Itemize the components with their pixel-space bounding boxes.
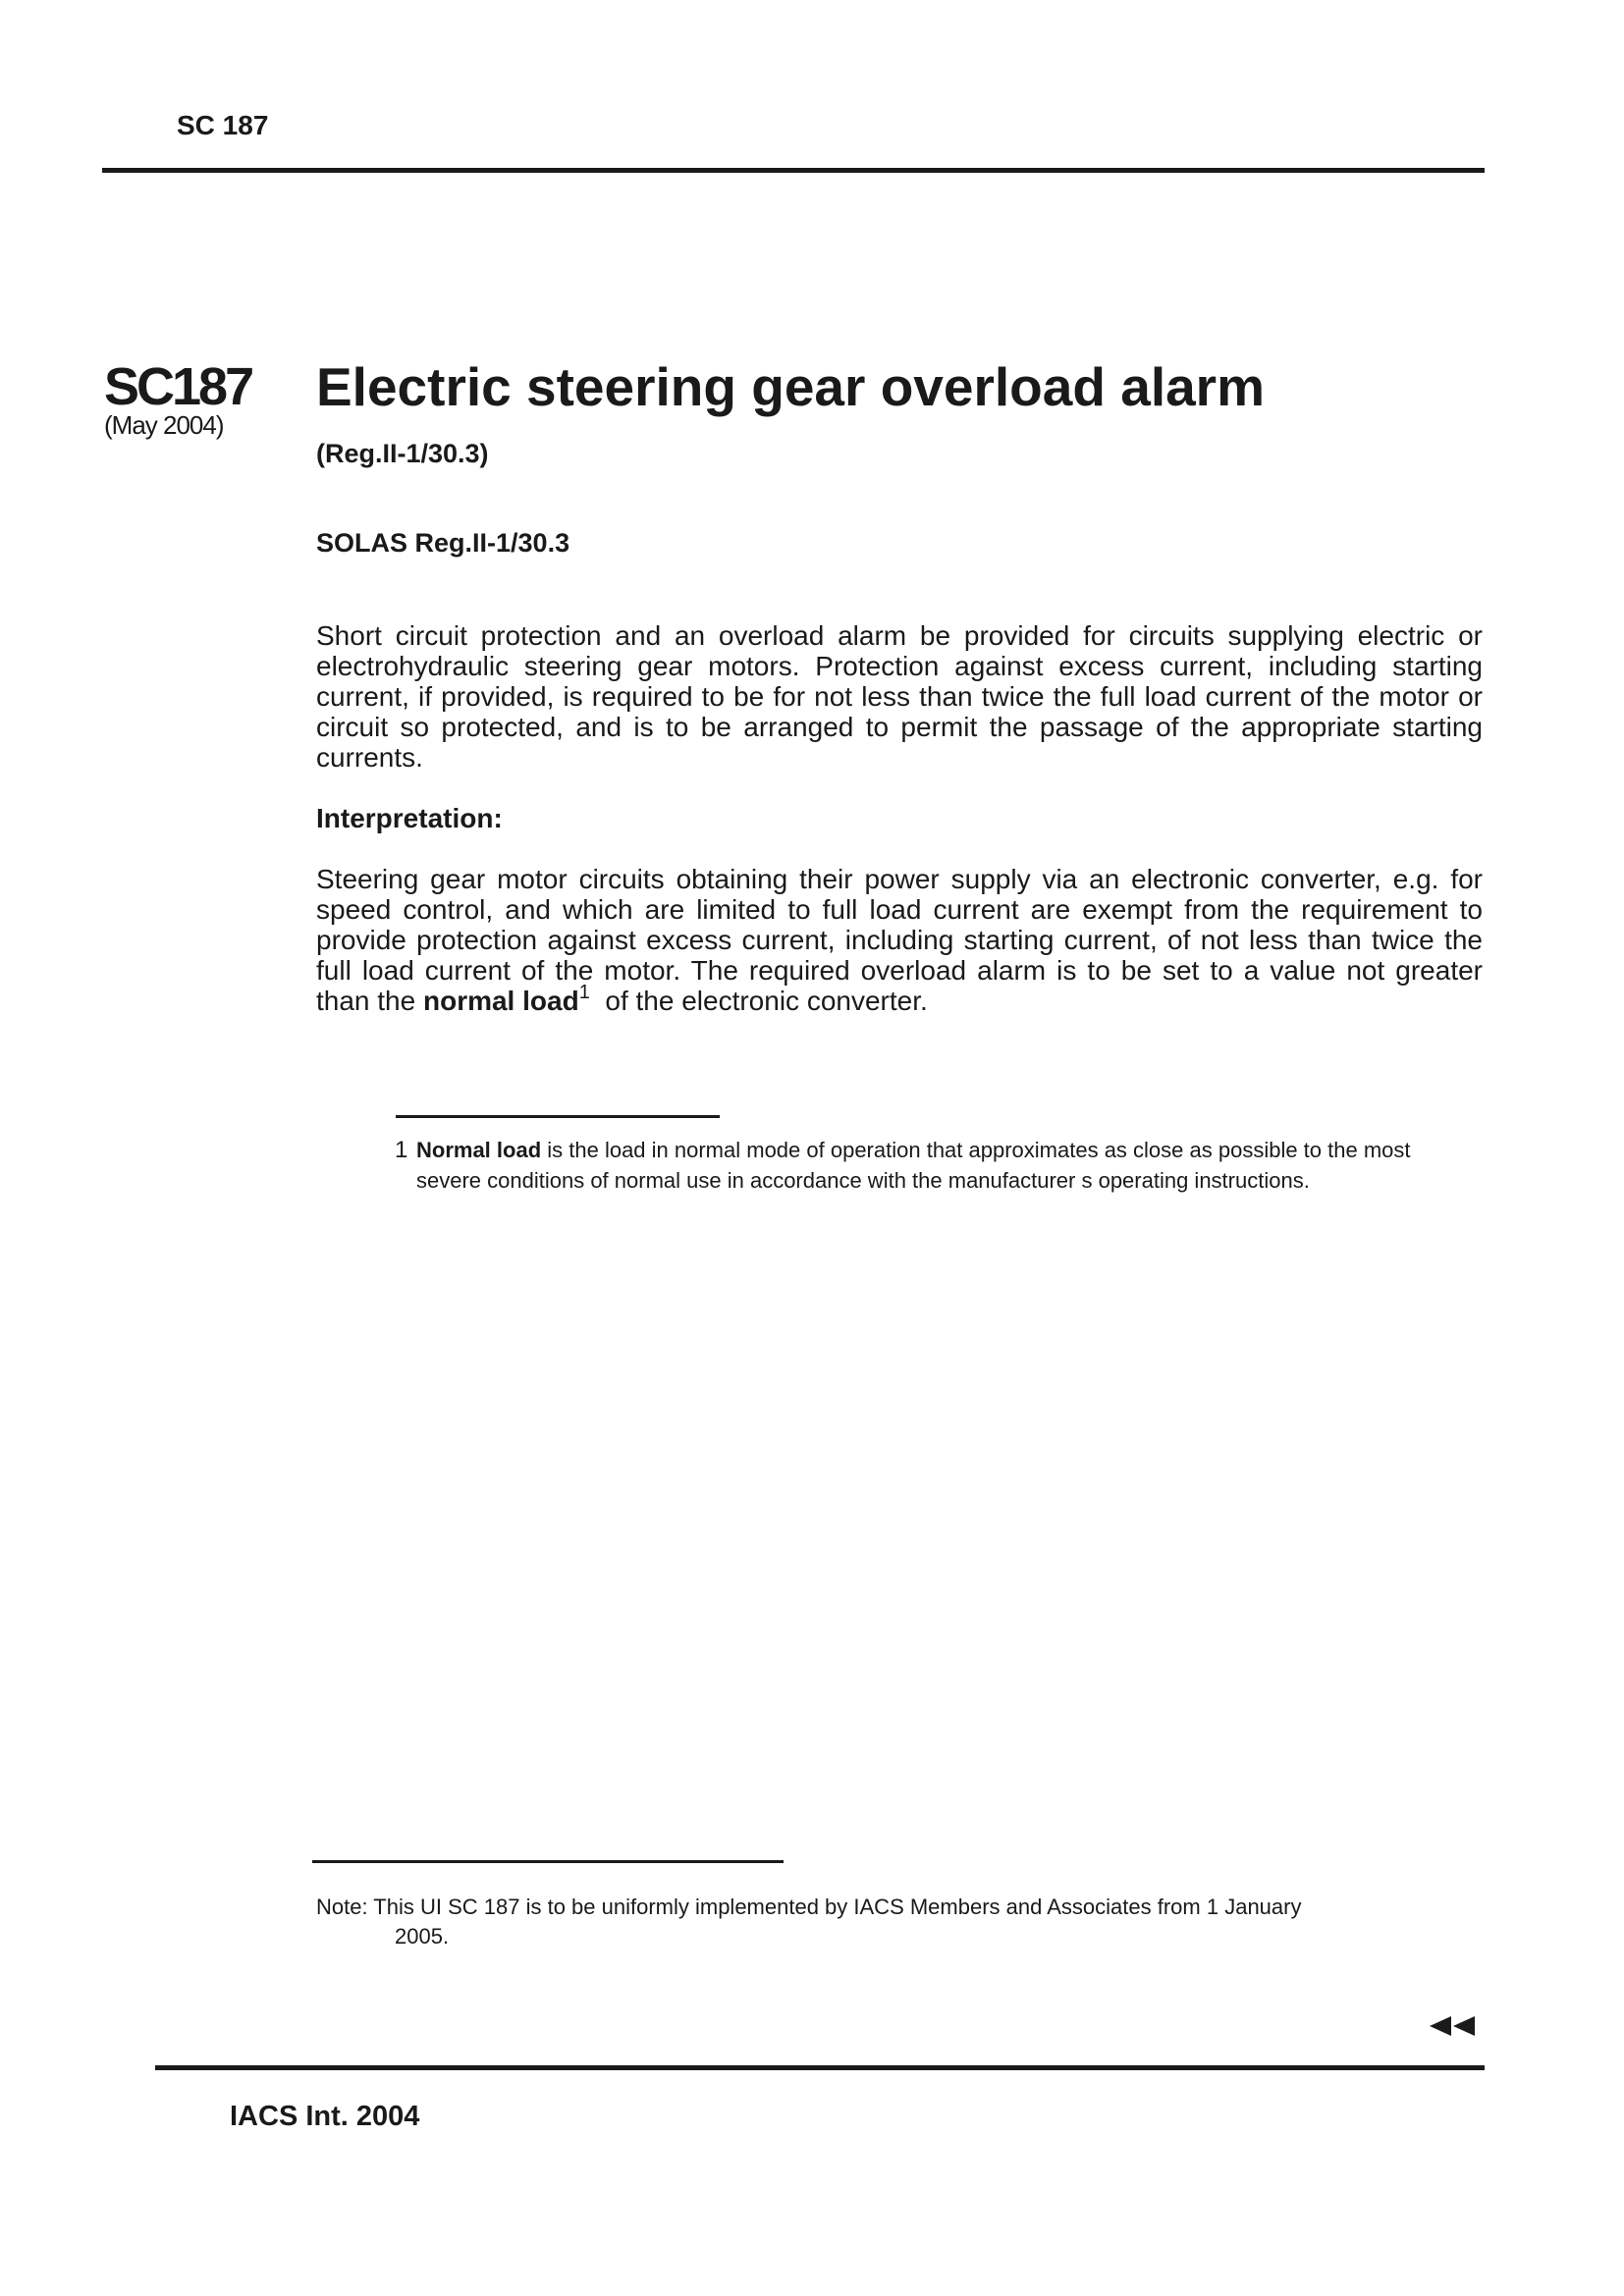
- footnote: [395, 1135, 1475, 1196]
- left-triangle-icon: [1453, 2016, 1475, 2036]
- footnote-reference[interactable]: 1: [578, 982, 590, 1003]
- note-line-2: 2005.: [395, 1924, 450, 1949]
- note-rule: [312, 1860, 784, 1863]
- regulation-reference: (Reg.II-1/30.3): [316, 439, 489, 468]
- double-left-triangle-icon[interactable]: [1430, 2016, 1475, 2036]
- running-footer: IACS Int. 2004: [230, 2101, 420, 2132]
- footer-rule: [155, 2065, 1485, 2070]
- interpretation-paragraph: [316, 864, 1483, 1016]
- normal-load-term: normal load: [422, 986, 579, 1016]
- footnote-text: [395, 1135, 1475, 1196]
- interpretation-text: Steering gear motor circuits obtaining their power supply via an electronic converter, e.g. for speed control, and which are limited to full load current are exempt from the requirement to provide protection against excess current, including starting current, of not less than twice the full load current of the motor. The required overload alarm is to be set to a value not greater than the: [316, 864, 1483, 1016]
- left-triangle-icon: [1430, 2016, 1451, 2036]
- running-header: SC 187: [177, 110, 269, 140]
- footnote-rule: [396, 1115, 720, 1118]
- footnote-term: Normal load: [416, 1138, 542, 1162]
- document-code: SC187: [104, 357, 252, 416]
- header-rule: [102, 168, 1485, 173]
- requirement-paragraph: Short circuit protection and an overload alarm be provided for circuits supplying electric or electrohydraulic steering gear motors. Protection against excess current, including starting current, if provided, is required to be for not less than twice the full load current of the motor or circuit so protected, and is to be arranged to permit the passage of the appropriate starting currents.: [316, 620, 1483, 773]
- footnote-body: is the load in normal mode of operation that approximates as close as possible to the most severe conditions of normal use in accordance with the manufacturer s operating instructions.: [416, 1138, 1411, 1193]
- footnote-mark: 1: [395, 1137, 408, 1163]
- implementation-note: [316, 1893, 1475, 1951]
- document-date: (May 2004): [104, 410, 224, 440]
- interpretation-tail: of the electronic converter.: [597, 986, 928, 1016]
- note-line-1: Note: This UI SC 187 is to be uniformly implemented by IACS Members and Associates from 1 January: [316, 1895, 1302, 1919]
- page-title: Electric steering gear overload alarm: [316, 356, 1265, 417]
- solas-reference: SOLAS Reg.II-1/30.3: [316, 528, 570, 558]
- interpretation-heading: Interpretation:: [316, 803, 503, 833]
